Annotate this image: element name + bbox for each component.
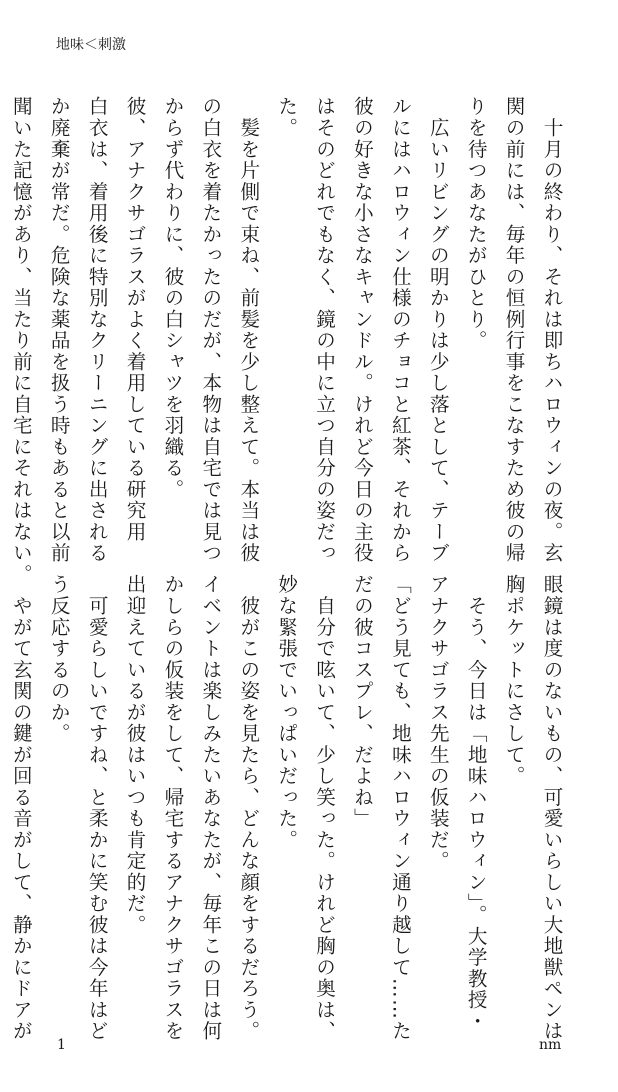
text-line: アナクサゴラス先生の仮装だ。: [426, 574, 450, 872]
text-line: りを待つあなたがひとり。: [464, 96, 488, 352]
text-line: 眼鏡は度のないもの、可愛いらしい大地獣ペンは: [540, 574, 563, 1042]
text-line: ルにはハロウィン仕様のチョコと紅茶、それから: [388, 96, 412, 564]
text-line: 白衣は、着用後に特別なクリーニングに出される: [85, 96, 109, 564]
text-line: 彼がこの姿を見たら、どんな顔をするだろう。: [236, 574, 260, 1042]
text-line: 可愛らしいですね、と柔かに笑む彼は今年はど: [85, 574, 109, 1042]
lower-text-block: [9, 574, 570, 1042]
text-line: 聞いた記憶があり、当たり前に自宅にそれはない。: [9, 96, 33, 585]
text-line: 出迎えているが彼はいつも肯定的だ。: [123, 574, 147, 936]
text-line: 妙な緊張でいっぱいだった。: [274, 574, 298, 851]
text-line: はそのどれでもなく、鏡の中に立つ自分の姿だっ: [312, 96, 336, 564]
text-line: イベントは楽しみたいあなたが、毎年この日は何: [198, 574, 222, 1042]
text-line: 関の前には、毎年の恒例行事をこなすため彼の帰: [502, 96, 526, 564]
text-line: そう、今日は「地味ハロウィン」。大学教授・: [464, 574, 488, 1032]
text-line: か廃棄が常だ。危険な薬品を扱う時もあると以前: [47, 96, 71, 564]
text-line: からず代わりに、彼の白シャツを羽織る。: [160, 96, 184, 500]
header-title: 地味＜刺激: [56, 37, 126, 53]
text-line: 髪を片側で束ね、前髪を少し整えて。本当は彼: [236, 96, 260, 564]
upper-text-block: [9, 96, 570, 585]
text-line: 胸ポケットにさして。: [502, 574, 526, 787]
text-line: う反応するのか。: [47, 574, 71, 745]
text-line: 広いリビングの明かりは少し落として、テーブ: [426, 96, 450, 564]
text-line: やがて玄関の鍵が回る音がして、静かにドアが: [9, 574, 33, 1042]
text-line: 彼、アナクサゴラスがよく着用している研究用: [123, 96, 147, 543]
text-line: 自分で呟いて、少し笑った。けれど胸の奥は、: [312, 574, 336, 1042]
text-line: 彼の好きな小さなキャンドル。けれど今日の主役: [350, 96, 374, 564]
text-line: 十月の終わり、それは即ちハロウィンの夜。玄: [540, 96, 563, 564]
footer-author: nm: [539, 1037, 562, 1053]
page-number: 1: [57, 1037, 66, 1053]
text-line: かしらの仮装をして、帰宅するアナクサゴラスを: [160, 574, 184, 1042]
text-line: 「どう見ても、地味ハロウィン通り越して……た: [388, 574, 412, 1042]
text-line: た。: [274, 96, 298, 139]
text-line: の白衣を着たかったのだが、本物は自宅では見つ: [198, 96, 222, 564]
text-line: だの彼コスプレ、だよね」: [350, 574, 374, 830]
